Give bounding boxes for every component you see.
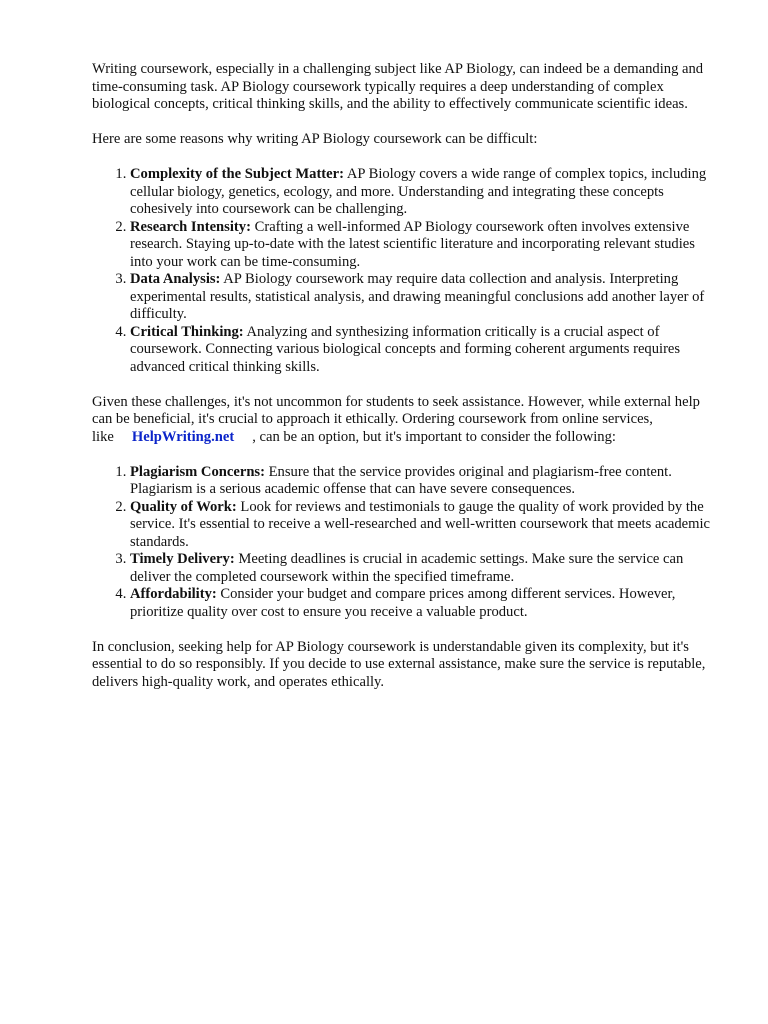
document-page (92, 61, 718, 709)
reasons-heading: Here are some reasons why writing AP Biology coursework can be difficult: (92, 131, 538, 147)
list-item (130, 464, 718, 499)
list-item-term: Research Intensity: (130, 218, 251, 235)
list-item (130, 324, 718, 377)
challenges-text-before: Given these challenges, it's not uncommon for students to seek assistance. However, while external help can be beneficial, it's crucial to approach it ethically. Ordering coursework from online services, like (92, 393, 700, 445)
list-item-text: AP Biology coursework may require data collection and analysis. Interpreting experimental results, statistical analysis, and drawing meaningful conclusions add another layer of difficulty. (130, 271, 705, 322)
considerations-list (92, 464, 718, 622)
list-item (130, 166, 718, 219)
list-item-term: Critical Thinking: (130, 323, 244, 340)
list-item-term: Affordability: (130, 586, 217, 602)
challenges-text-after: , can be an option, but it's important to consider the following: (252, 428, 616, 445)
list-item-term: Timely Delivery: (130, 551, 235, 567)
list-item-text: Meeting deadlines is crucial in academic settings. Make sure the service can deliver the completed coursework within the specified timeframe. (130, 551, 684, 585)
list-item-term: Plagiarism Concerns: (130, 463, 265, 480)
list-item (130, 219, 718, 272)
list-item-text: Look for reviews and testimonials to gauge the quality of work provided by the service. It's essential to receive a well-researched and well-written coursework that meets academic standards. (130, 498, 711, 550)
list-item-term: Data Analysis: (130, 271, 221, 287)
conclusion-paragraph: In conclusion, seeking help for AP Biology coursework is understandable given its complexity, but it's essential to do so responsibly. If you decide to use external assistance, make sure the service is reputable, delivers high-quality work, and operates ethically. (92, 638, 706, 690)
list-item (130, 499, 718, 552)
list-item-text: Ensure that the service provides original and plagiarism-free content. Plagiarism is a serious academic offense that can have severe consequences. (130, 463, 672, 497)
list-item (130, 551, 718, 586)
list-item (130, 586, 718, 621)
challenges-paragraph (92, 394, 718, 447)
list-item-term: Complexity of the Subject Matter: (130, 166, 344, 182)
list-item-text: AP Biology covers a wide range of complex topics, including cellular biology, genetics, ecology, and more. Understanding and integrating these concepts cohesively into coursework can be challenging. (130, 166, 707, 217)
intro-paragraph: Writing coursework, especially in a challenging subject like AP Biology, can indeed be a demanding and time-consuming task. AP Biology coursework typically requires a deep understanding of complex biological concepts, critical thinking skills, and the ability to effectively communicate scientific ideas. (92, 61, 704, 112)
list-item-term: Quality of Work: (130, 498, 237, 515)
list-item-text: Consider your budget and compare prices among different services. However, prioritize quality over cost to ensure you receive a valuable product. (130, 586, 676, 620)
list-item-text: Crafting a well-informed AP Biology coursework often involves extensive research. Staying up-to-date with the latest scientific literature and incorporating relevant studies into your work can be time-consuming. (130, 218, 695, 270)
list-item (130, 271, 718, 324)
helpwriting-link[interactable]: HelpWriting.net (131, 428, 235, 445)
reasons-list (92, 166, 718, 376)
list-item-text: Analyzing and synthesizing information critically is a crucial aspect of coursework. Connecting various biological concepts and forming coherent arguments requires advanced critical thinking skills. (130, 323, 681, 375)
